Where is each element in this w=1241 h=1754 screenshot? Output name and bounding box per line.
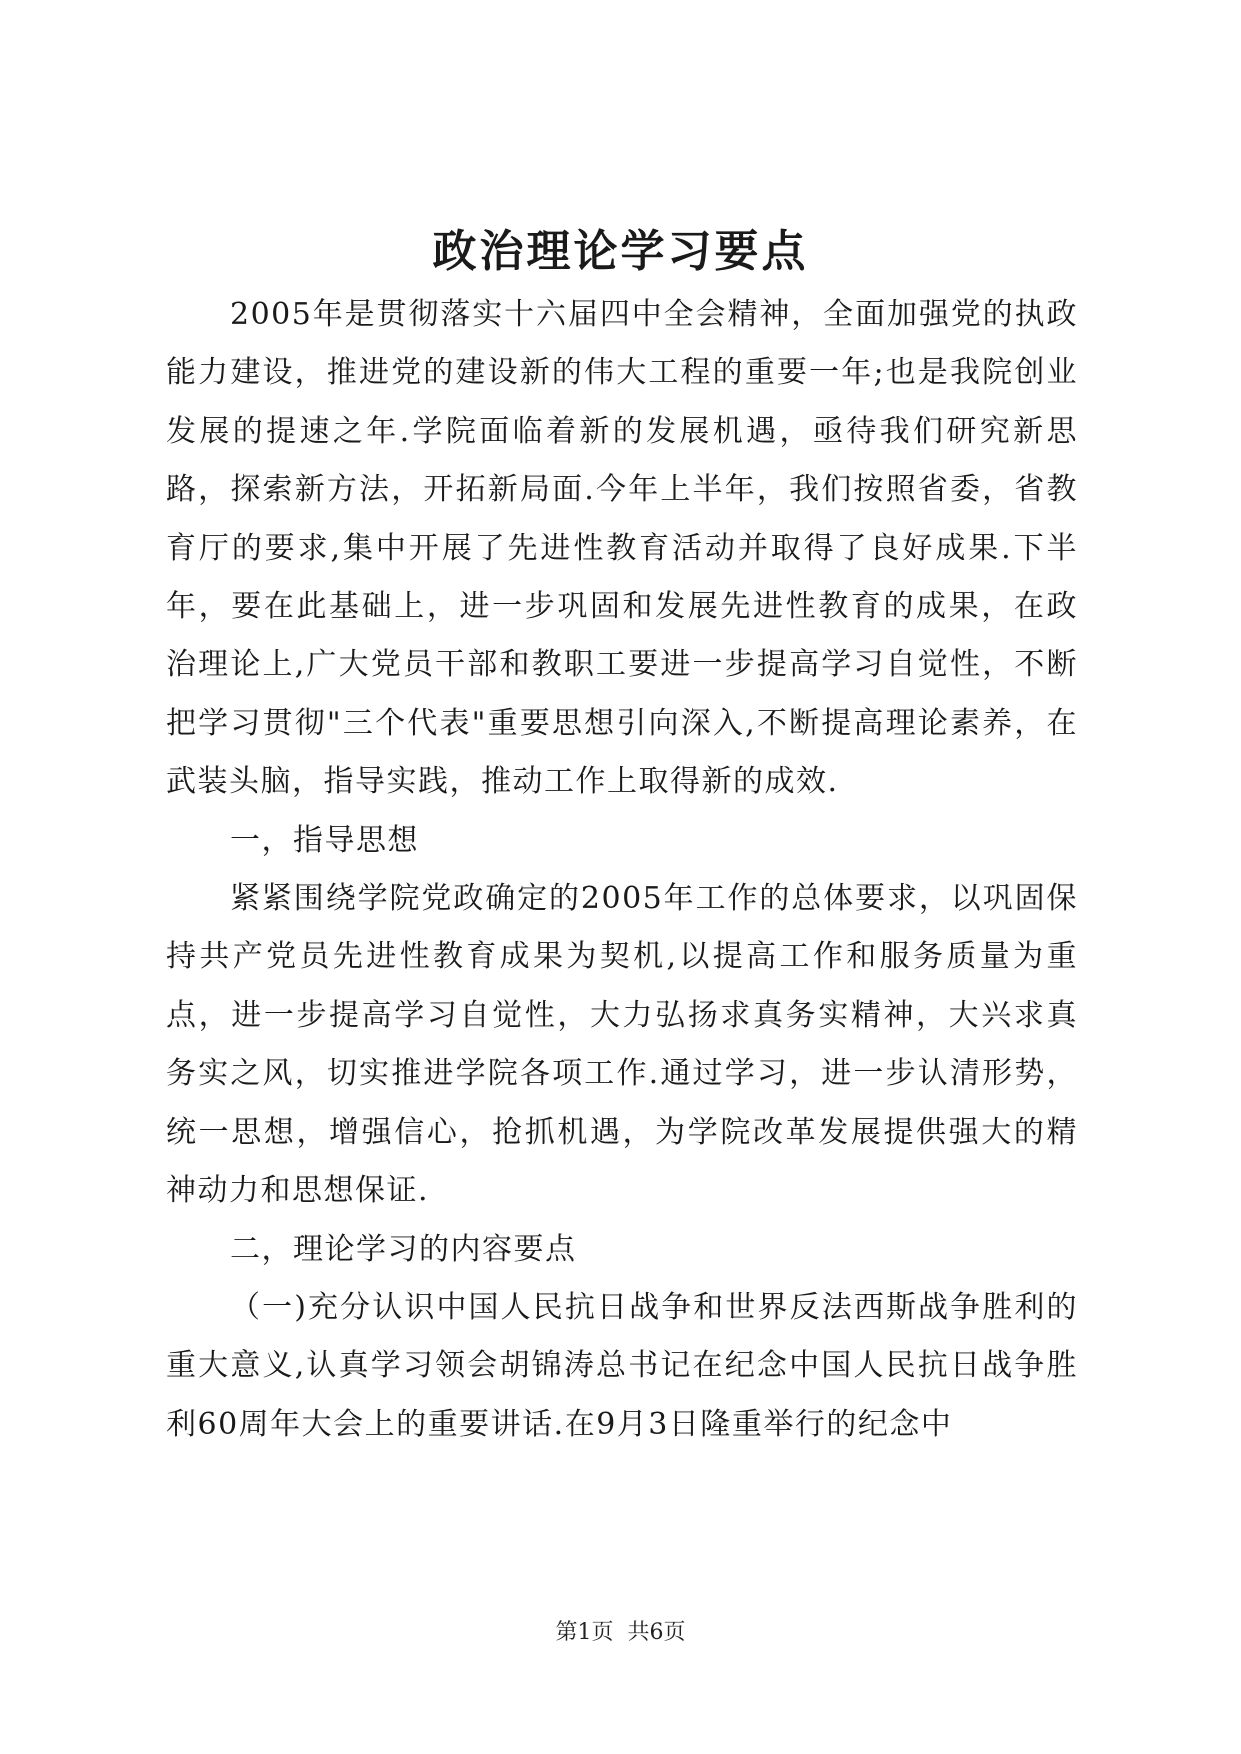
page-number-label: 第1页 共6页 [555,1620,686,1645]
section-heading-study-content: 二，理论学习的内容要点 [230,1231,577,1267]
document-title: 政治理论学习要点 [432,226,809,277]
document-body [166,286,1078,1454]
section-heading-guiding-ideology: 一，指导思想 [230,822,419,858]
paragraph-study-item-1: （一)充分认识中国人民抗日战争和世界反法西斯战争胜利的重大意义,认真学习领会胡锦涛总书记在纪念中国人民抗日战争胜利60周年大会上的重要讲话.在9月3日隆重举行的纪念中 [166,1289,1078,1442]
paragraph-intro: 2005年是贯彻落实十六届四中全会精神，全面加强党的执政能力建设，推进党的建设新的伟大工程的重要一年;也是我院创业发展的提速之年.学院面临着新的发展机遇，亟待我们研究新思路，探索新方法，开拓新局面.今年上半年，我们按照省委，省教育厅的要求,集中开展了先进性教育活动并取得了良好成果.下半年，要在此基础上，进一步巩固和发展先进性教育的成果，在政治理论上,广大党员干部和教职工要进一步提高学习自觉性，不断把学习贯彻"三个代表"重要思想引向深入,不断提高理论素养，在武装头脑，指导实践，推动工作上取得新的成效. [166,297,1078,800]
page-footer [0,1618,1241,1648]
paragraph-guiding-ideology: 紧紧围绕学院党政确定的2005年工作的总体要求，以巩固保持共产党员先进性教育成果为契机,以提高工作和服务质量为重点，进一步提高学习自觉性，大力弘扬求真务实精神，大兴求真务实之风，切实推进学院各项工作.通过学习，进一步认清形势，统一思想，增强信心，抢抓机遇，为学院改革发展提供强大的精神动力和思想保证. [166,881,1078,1209]
